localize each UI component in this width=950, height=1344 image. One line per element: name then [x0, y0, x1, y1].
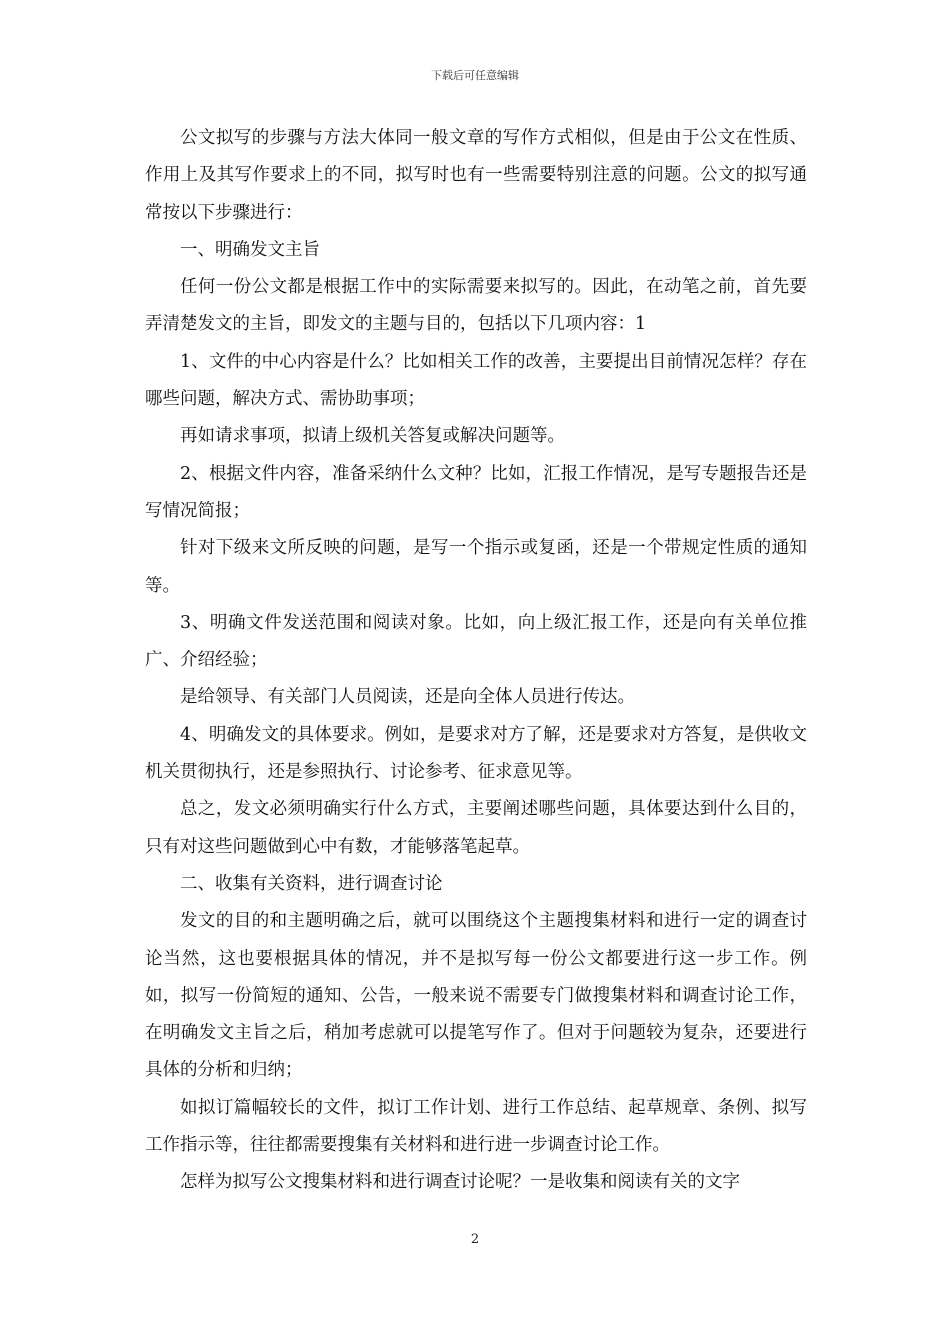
page-header: 下载后可任意编辑: [431, 69, 519, 82]
paragraph: 发文的目的和主题明确之后，就可以围绕这个主题搜集材料和进行一定的调查讨论当然，这也要根据具体的情况，并不是拟写每一份公文都要进行这一步工作。例如，拟写一份简短的通知、公告，一般来说不需要专门做搜集材料和调查讨论工作，在明确发文主旨之后，稍加考虑就可以提笔写作了。但对于问题较为复杂，还要进行具体的分析和归纳；: [145, 911, 807, 1081]
paragraph: 3、明确文件发送范围和阅读对象。比如，向上级汇报工作，还是向有关单位推广、介绍经验；: [145, 612, 807, 671]
paragraph: 是给领导、有关部门人员阅读，还是向全体人员进行传达。: [180, 687, 635, 708]
paragraph: 任何一份公文都是根据工作中的实际需要来拟写的。因此，在动笔之前，首先要弄清楚发文的主旨，即发文的主题与目的，包括以下几项内容：1: [145, 277, 807, 335]
paragraph: 如拟订篇幅较长的文件，拟订工作计划、进行工作总结、起草规章、条例、拟写工作指示等，往往都需要搜集有关材料和进行进一步调查讨论工作。: [145, 1097, 807, 1156]
paragraph: 总之，发文必须明确实行什么方式，主要阐述哪些问题，具体要达到什么目的，只有对这些问题做到心中有数，才能够落笔起草。: [145, 799, 807, 857]
paragraph: 针对下级来文所反映的问题，是写一个指示或复函，还是一个带规定性质的通知等。: [145, 538, 807, 596]
document-body: [145, 120, 807, 1202]
paragraph: 1、文件的中心内容是什么？比如相关工作的改善，主要提出目前情况怎样？存在哪些问题，解决方式、需协助事项；: [145, 351, 807, 410]
section-heading: 二、收集有关资料，进行调查讨论: [180, 873, 443, 894]
page-number: 2: [470, 1232, 480, 1247]
paragraph: 2、根据文件内容，准备采纳什么文种？比如，汇报工作情况，是写专题报告还是写情况简报；: [145, 463, 807, 521]
section-heading: 一、明确发文主旨: [180, 239, 320, 260]
paragraph: 4、明确发文的具体要求。例如，是要求对方了解，还是要求对方答复，是供收文机关贯彻执行，还是参照执行、讨论参考、征求意见等。: [145, 724, 807, 783]
paragraph: 怎样为拟写公文搜集材料和进行调查讨论呢？一是收集和阅读有关的文字: [180, 1172, 740, 1193]
paragraph: 再如请求事项，拟请上级机关答复或解决问题等。: [180, 426, 565, 447]
paragraph: 公文拟写的步骤与方法大体同一般文章的写作方式相似，但是由于公文在性质、作用上及其写作要求上的不同，拟写时也有一些需要特别注意的问题。公文的拟写通常按以下步骤进行：: [145, 128, 807, 223]
